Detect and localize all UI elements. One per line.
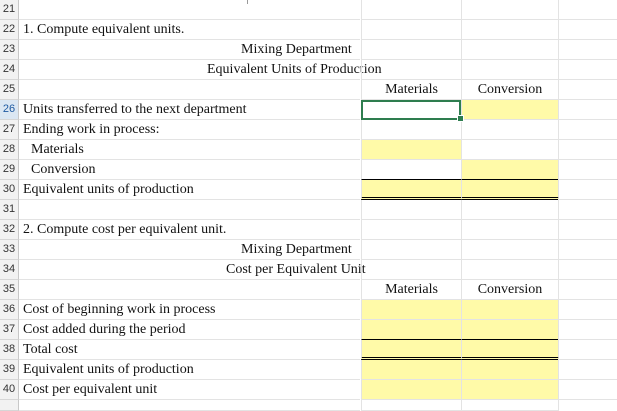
cell-d26[interactable] (558, 100, 617, 120)
cell-b25[interactable] (361, 80, 461, 100)
column-label-materials: Materials (385, 282, 438, 297)
cell-c34[interactable] (461, 260, 559, 280)
cell-c41[interactable] (461, 400, 559, 411)
cell-d40[interactable] (558, 380, 617, 400)
cell-a29[interactable] (19, 160, 360, 180)
input-cell-c38[interactable] (461, 340, 559, 360)
cell-d22[interactable] (558, 20, 617, 40)
column-label-conversion: Conversion (477, 282, 543, 297)
row-38 (0, 340, 617, 360)
row-36 (0, 300, 617, 320)
department-title: Mixing Department (241, 242, 352, 257)
cell-b22[interactable] (361, 20, 461, 40)
input-cell-b39[interactable] (361, 360, 461, 380)
input-cell-c40[interactable] (461, 380, 559, 400)
row-33 (0, 240, 617, 260)
row-header[interactable]: 36 (0, 300, 19, 320)
row-37 (0, 320, 617, 340)
cell-d25[interactable] (558, 80, 617, 100)
input-cell-b37[interactable] (361, 320, 461, 340)
cell-a22[interactable] (19, 20, 360, 40)
input-cell-b30[interactable] (361, 180, 461, 200)
cell-b27[interactable] (361, 120, 461, 140)
line-label: Cost added during the period (23, 322, 186, 337)
cell-c35[interactable] (461, 280, 559, 300)
row-23 (0, 40, 617, 60)
cell-d38[interactable] (558, 340, 617, 360)
cell-c27[interactable] (461, 120, 559, 140)
schedule-title: Cost per Equivalent Unit (226, 262, 366, 277)
row-header[interactable]: 29 (0, 160, 19, 180)
input-cell-b26[interactable] (361, 100, 461, 120)
cell-b23[interactable] (361, 40, 461, 60)
cell-c24[interactable] (461, 60, 559, 80)
cell-a36[interactable] (19, 300, 360, 320)
row-22 (0, 20, 617, 40)
row-header[interactable]: 37 (0, 320, 19, 340)
row-header[interactable]: 22 (0, 20, 19, 40)
cell-b34[interactable] (361, 260, 461, 280)
row-header[interactable]: 33 (0, 240, 19, 260)
row-header[interactable]: 35 (0, 280, 19, 300)
line-label: Cost per equivalent unit (23, 382, 158, 397)
cell-d21[interactable] (558, 0, 617, 20)
department-title: Mixing Department (241, 42, 352, 57)
fill-handle[interactable] (457, 115, 464, 122)
row-40 (0, 380, 617, 400)
row-28 (0, 140, 617, 160)
cell-a40[interactable] (19, 380, 360, 400)
row-header[interactable]: 27 (0, 120, 19, 140)
row-header[interactable]: 40 (0, 380, 19, 400)
row-header[interactable]: 30 (0, 180, 19, 200)
line-label: Ending work in process: (23, 122, 160, 137)
cell-a23[interactable] (19, 40, 360, 60)
cell-d32[interactable] (558, 220, 617, 240)
line-label: Total cost (23, 342, 78, 357)
line-label: Materials (31, 142, 84, 157)
cell-b29[interactable] (361, 160, 461, 180)
row-header[interactable]: 31 (0, 200, 19, 220)
line-label: Equivalent units of production (23, 182, 194, 197)
cell-c21[interactable] (461, 0, 559, 20)
cell-a34[interactable] (19, 260, 366, 280)
cell-d36[interactable] (558, 300, 617, 320)
cell-c23[interactable] (461, 40, 559, 60)
input-cell-b40[interactable] (361, 380, 461, 400)
section-heading: 1. Compute equivalent units. (23, 22, 185, 37)
cell-a39[interactable] (19, 360, 360, 380)
cell-c32[interactable] (461, 220, 559, 240)
row-header[interactable]: 39 (0, 360, 19, 380)
cell-b24[interactable] (361, 60, 461, 80)
row-39 (0, 360, 617, 380)
cell-d37[interactable] (558, 320, 617, 340)
cell-a28[interactable] (19, 140, 360, 160)
input-cell-c36[interactable] (461, 300, 559, 320)
column-label-materials: Materials (385, 82, 438, 97)
row-header[interactable] (0, 400, 19, 411)
row-31 (0, 200, 617, 220)
section-heading: 2. Compute cost per equivalent unit. (23, 222, 227, 237)
row-29 (0, 160, 617, 180)
cell-b33[interactable] (361, 240, 461, 260)
cell-c31[interactable] (461, 200, 559, 220)
cell-d33[interactable] (558, 240, 617, 260)
row-30 (0, 180, 617, 200)
schedule-title: Equivalent Units of Production (207, 62, 382, 77)
row-32 (0, 220, 617, 240)
row-41-partial (0, 400, 617, 410)
input-cell-c37[interactable] (461, 320, 559, 340)
cell-d31[interactable] (558, 200, 617, 220)
row-24 (0, 60, 617, 80)
cell-b31[interactable] (361, 200, 461, 220)
cell-a26[interactable] (19, 100, 360, 120)
line-label: Units transferred to the next department (23, 102, 247, 117)
input-cell-c29[interactable] (461, 160, 559, 180)
row-34 (0, 260, 617, 280)
row-header[interactable]: 21 (0, 0, 19, 20)
input-cell-c39[interactable] (461, 360, 559, 380)
input-cell-b36[interactable] (361, 300, 461, 320)
cell-d23[interactable] (558, 40, 617, 60)
input-cell-c26[interactable] (461, 100, 559, 120)
row-header[interactable]: 26 (0, 100, 19, 120)
cell-d29[interactable] (558, 160, 617, 180)
row-26 (0, 100, 617, 120)
cell-b41[interactable] (361, 400, 461, 411)
cell-c33[interactable] (461, 240, 559, 260)
cell-b21[interactable] (361, 0, 461, 20)
cell-d24[interactable] (558, 60, 617, 80)
cell-a30[interactable] (19, 180, 360, 200)
row-25 (0, 80, 617, 100)
cell-d35[interactable] (558, 280, 617, 300)
cell-a41[interactable] (19, 400, 360, 411)
cell-d30[interactable] (558, 180, 617, 200)
row-header[interactable]: 25 (0, 80, 19, 100)
row-header[interactable]: 28 (0, 140, 19, 160)
input-cell-b28[interactable] (361, 140, 461, 160)
cell-a25[interactable] (19, 80, 360, 100)
cell-a35[interactable] (19, 280, 360, 300)
cell-c28[interactable] (461, 140, 559, 160)
row-header[interactable]: 32 (0, 220, 19, 240)
line-label: Cost of beginning work in process (23, 302, 216, 317)
row-header[interactable]: 23 (0, 40, 19, 60)
cell-a31[interactable] (19, 200, 360, 220)
cell-b32[interactable] (361, 220, 461, 240)
row-header[interactable]: 34 (0, 260, 19, 280)
cell-d39[interactable] (558, 360, 617, 380)
cell-a21[interactable] (19, 0, 360, 20)
cell-d28[interactable] (558, 140, 617, 160)
input-cell-c30[interactable] (461, 180, 559, 200)
cell-a37[interactable] (19, 320, 360, 340)
cell-a38[interactable] (19, 340, 360, 360)
cell-d27[interactable] (558, 120, 617, 140)
cell-a24[interactable] (19, 60, 382, 80)
input-cell-b38[interactable] (361, 340, 461, 360)
column-label-conversion: Conversion (477, 82, 543, 97)
cell-a27[interactable] (19, 120, 360, 140)
cell-c25[interactable] (461, 80, 559, 100)
cell-a32[interactable] (19, 220, 360, 240)
line-label: Conversion (31, 162, 96, 177)
row-35 (0, 280, 617, 300)
row-header[interactable]: 24 (0, 60, 19, 80)
row-27 (0, 120, 617, 140)
cell-c22[interactable] (461, 20, 559, 40)
line-label: Equivalent units of production (23, 362, 194, 377)
row-21 (0, 0, 617, 20)
row-header[interactable]: 38 (0, 340, 19, 360)
cell-b35[interactable] (361, 280, 461, 300)
cell-a33[interactable] (19, 240, 360, 260)
cell-d34[interactable] (558, 260, 617, 280)
